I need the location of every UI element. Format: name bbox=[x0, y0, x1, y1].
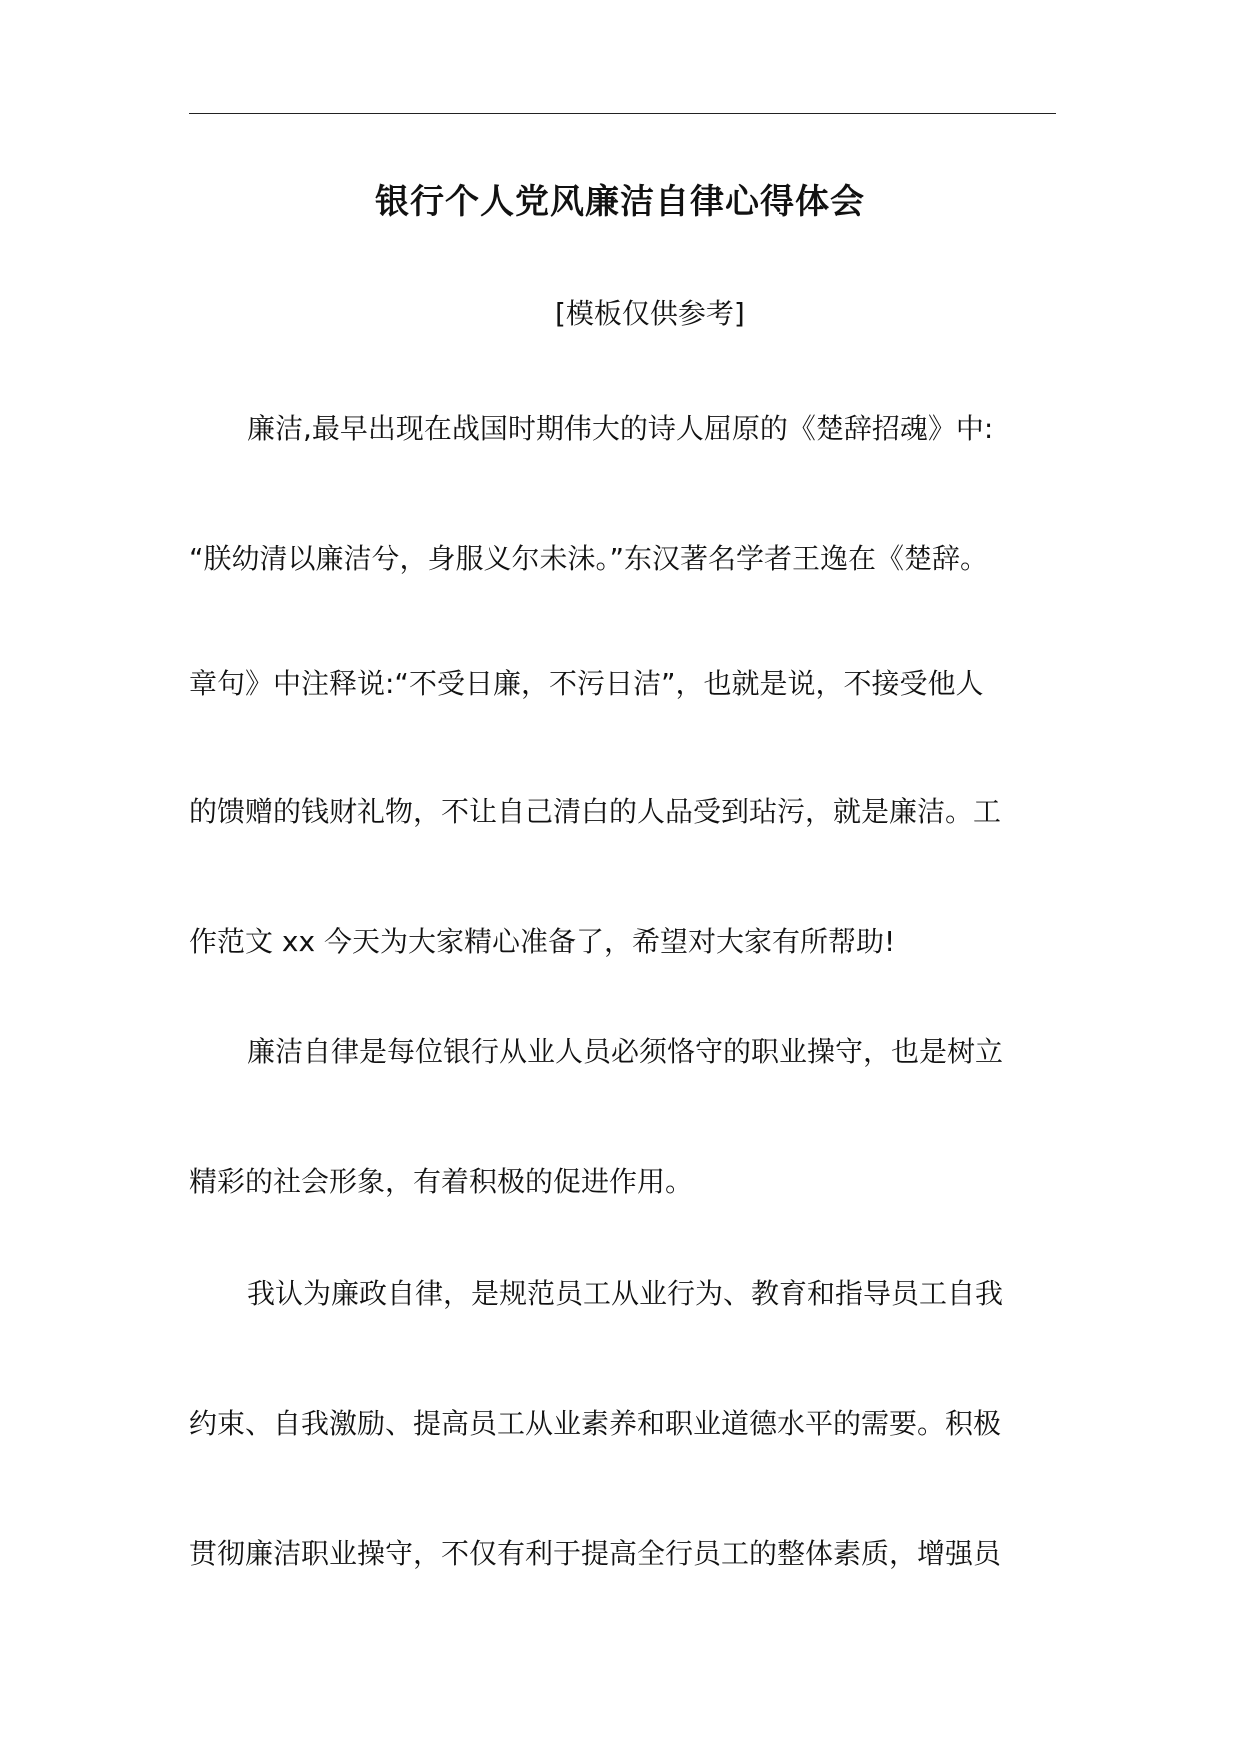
document-title: 银行个人党风廉洁自律心得体会 bbox=[375, 182, 865, 222]
body-line: 廉洁自律是每位银行从业人员必须恪守的职业操守，也是树立 bbox=[247, 1035, 1004, 1068]
body-line: 精彩的社会形象，有着积极的促进作用。 bbox=[189, 1165, 694, 1198]
body-line: 的馈赠的钱财礼物，不让自己清白的人品受到玷污，就是廉洁。工 bbox=[189, 795, 1002, 828]
header-rule bbox=[189, 113, 1056, 114]
body-line: 作范文 xx 今天为大家精心准备了，希望对大家有所帮助! bbox=[189, 925, 896, 958]
body-line: 章句》中注释说:“不受日廉，不污日洁”，也就是说，不接受他人 bbox=[189, 667, 984, 700]
body-line: 约束、自我激励、提高员工从业素养和职业道德水平的需要。积极 bbox=[189, 1407, 1002, 1440]
body-line: 廉洁,最早出现在战国时期伟大的诗人屈原的《楚辞招魂》中: bbox=[247, 412, 994, 445]
body-line: 我认为廉政自律，是规范员工从业行为、教育和指导员工自我 bbox=[247, 1277, 1004, 1310]
body-line: 贯彻廉洁职业操守，不仅有利于提高全行员工的整体素质，增强员 bbox=[189, 1537, 1002, 1570]
body-line: “朕幼清以廉洁兮，身服义尔未沬。”东汉著名学者王逸在《楚辞。 bbox=[189, 542, 989, 575]
document-subtitle: [模板仅供参考] bbox=[555, 297, 745, 330]
